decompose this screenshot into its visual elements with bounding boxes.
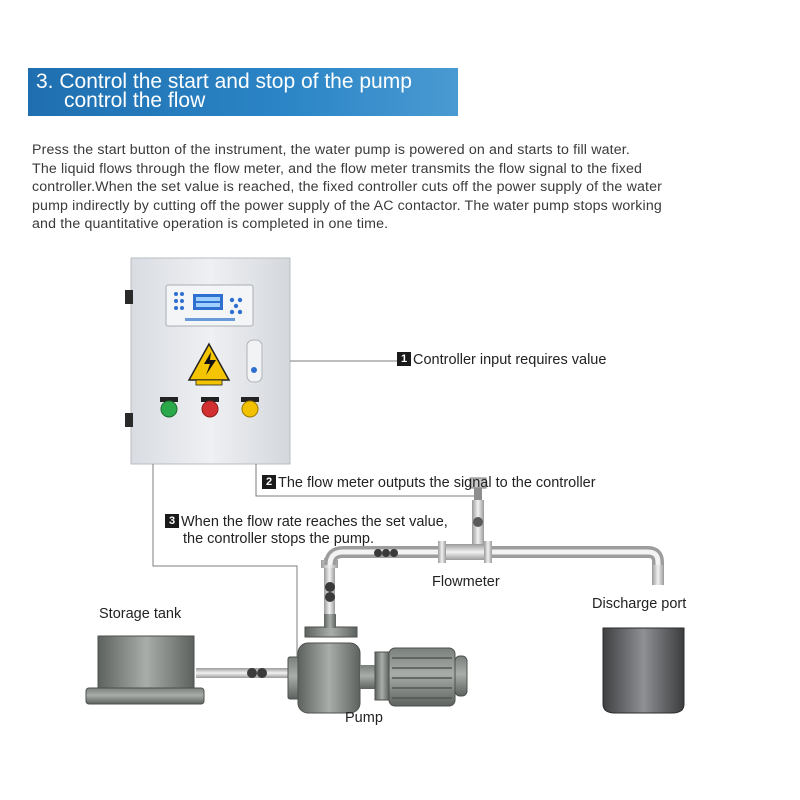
hinge-icon	[125, 290, 133, 304]
storage-tank-label: Storage tank	[99, 606, 182, 622]
step-3-text-line-1: When the flow rate reaches the set value,	[181, 514, 448, 530]
valve-icon	[325, 582, 335, 592]
hinge-icon	[125, 413, 133, 427]
intro-line: The liquid flows through the flow meter, and the flow meter transmits the flow signal to the fixed	[32, 160, 643, 177]
pump-icon	[288, 614, 467, 713]
intro-line: pump indirectly by cutting off the power supply of the AC contactor. The water pump stops working	[32, 197, 662, 214]
start-button-green[interactable]	[160, 397, 178, 417]
step-1-label	[397, 352, 606, 368]
storage-tank-icon	[86, 636, 204, 704]
discharge-nozzle	[652, 565, 664, 585]
discharge-port-label: Discharge port	[592, 596, 687, 612]
flowmeter-label: Flowmeter	[432, 574, 500, 590]
header-line-2: control the flow	[64, 89, 206, 112]
inlet-pipe	[196, 668, 292, 678]
intro-line: Press the start button of the instrument, the water pump is powered on and starts to fill water.	[32, 142, 630, 158]
step-3-label	[165, 514, 448, 548]
discharge-container-icon	[603, 628, 684, 713]
door-handle[interactable]	[247, 340, 262, 382]
pump-label: Pump	[345, 710, 383, 726]
indicator-lamp-yellow	[241, 397, 259, 417]
step-2-text: The flow meter outputs the signal to the controller	[278, 475, 596, 491]
step-2-number: 2	[262, 475, 276, 489]
callout-line-3	[153, 464, 297, 665]
control-cabinet	[125, 258, 290, 464]
step-1-number: 1	[397, 352, 411, 366]
intro-line: controller.When the set value is reached, the fixed controller cuts off the power supply of the water	[32, 179, 663, 196]
step-3-text-line-2: the controller stops the pump.	[183, 531, 375, 547]
controller-display-panel[interactable]	[166, 285, 253, 326]
coupling-icon	[374, 549, 382, 557]
intro-line: and the quantitative operation is completed in one time.	[32, 216, 389, 233]
step-2-label	[262, 475, 596, 491]
stop-button-red[interactable]	[201, 397, 219, 417]
step-1-text: Controller input requires value	[413, 352, 607, 368]
riser-pipe	[321, 558, 338, 614]
step-3-number: 3	[165, 514, 179, 528]
header-line-1: 3. Control the start and stop of the pump	[36, 70, 412, 93]
